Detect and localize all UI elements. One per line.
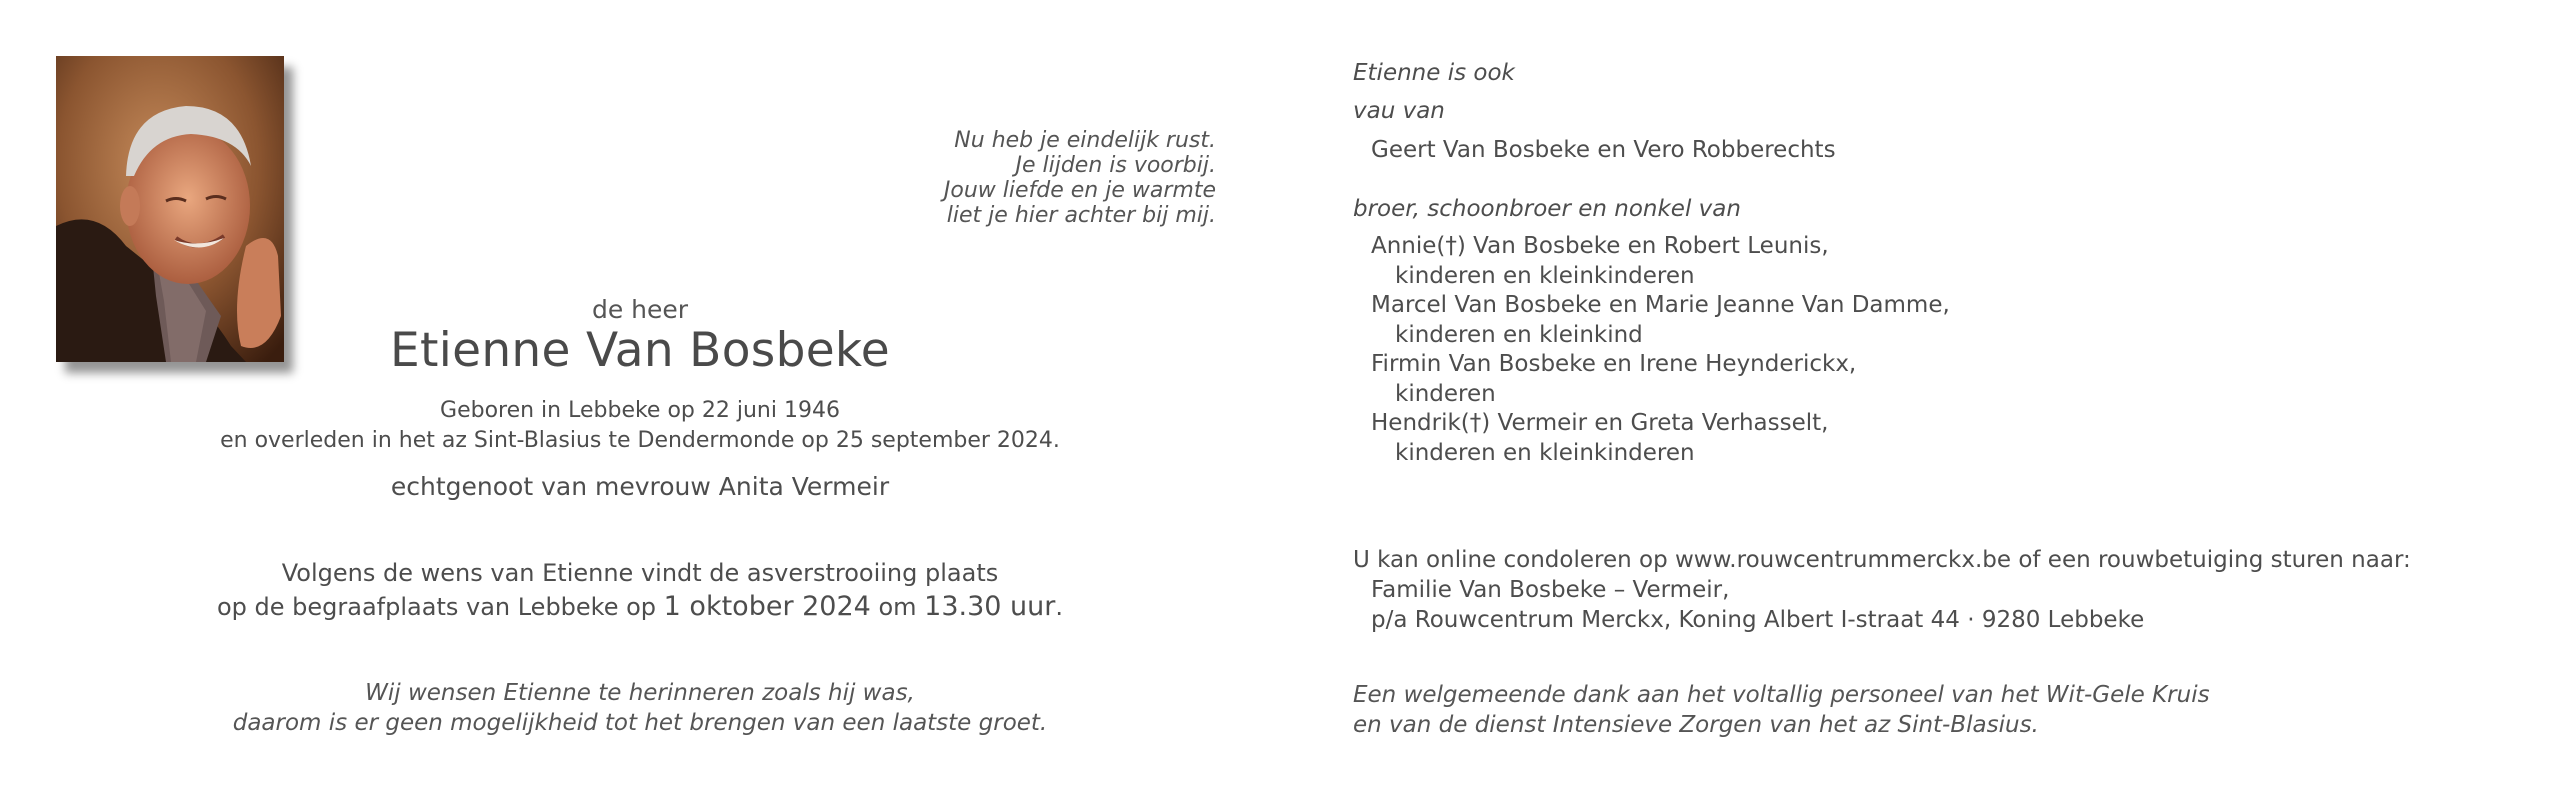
thanks-note [1353,680,2210,740]
ceremony-text: . [1055,593,1064,621]
relative-names: Annie(†) Van Bosbeke en Robert Leunis, [1371,233,1829,259]
condolence-address-1: Familie Van Bosbeke – Vermeir, [1371,577,1730,603]
relative-sub: kinderen [1395,380,1496,407]
relative-sub: kinderen en kleinkind [1395,321,1643,348]
death-line: en overleden in het az Sint-Blasius te Dendermonde op 25 september 2024. [220,428,1060,453]
wish-line-2: daarom is er geen mogelijkheid tot het brengen van een laatste groet. [232,710,1048,736]
farewell-wish [130,678,1150,738]
birth-death-info [130,396,1150,456]
condolence-info [1353,545,2411,635]
ceremony-text: op de begraafplaats van Lebbeke op [216,593,664,621]
relative-names: Firmin Van Bosbeke en Irene Heynderickx, [1371,351,1857,377]
condolence-address-2: p/a Rouwcentrum Merckx, Koning Albert I-straat 44 · 9280 Lebbeke [1371,607,2145,633]
relative-sub: kinderen en kleinkinderen [1395,439,1695,466]
relative-names: Marcel Van Bosbeke en Marie Jeanne Van Damme, [1371,292,1950,318]
poem-line: liet je hier achter bij mij. [946,203,1216,228]
ceremony-text: om [870,593,925,621]
deceased-name: Etienne Van Bosbeke [390,323,890,378]
thanks-line-2: en van de dienst Intensieve Zorgen van het az Sint-Blasius. [1353,712,2039,738]
poem-line: Jouw liefde en je warmte [943,178,1216,203]
broer-label: broer, schoonbroer en nonkel van [1353,196,1741,222]
spouse-line: echtgenoot van mevrouw Anita Vermeir [390,472,890,501]
name-prefix: de heer [591,295,689,324]
poem-line: Nu heb je eindelijk rust. [954,128,1216,153]
ceremony-line-2 [130,590,1150,624]
ceremony-date: 1 oktober 2024 [663,591,871,622]
poem [944,128,1216,228]
poem-line: Je lijden is voorbij. [1015,153,1216,178]
family-intro: Etienne is ook [1353,60,1515,86]
wish-line-1: Wij wensen Etienne te herinneren zoals hij was, [365,680,915,706]
relative-sub: kinderen en kleinkinderen [1395,262,1695,289]
vau-label: vau van [1353,98,1445,124]
relative-names: Hendrik(†) Vermeir en Greta Verhasselt, [1371,410,1829,436]
vau-names: Geert Van Bosbeke en Vero Robberechts [1371,137,1836,163]
condolence-line: U kan online condoleren op www.rouwcentrummerckx.be of een rouwbetuiging sturen naar: [1353,547,2411,573]
birth-line: Geboren in Lebbeke op 22 juni 1946 [440,398,840,423]
thanks-line-1: Een welgemeende dank aan het voltallig personeel van het Wit-Gele Kruis [1353,682,2210,708]
ceremony-line-1: Volgens de wens van Etienne vindt de asverstrooiing plaats [281,559,999,587]
ceremony-time: 13.30 uur [924,591,1056,622]
ceremony-info [130,556,1150,624]
relatives-list [1371,232,1950,468]
